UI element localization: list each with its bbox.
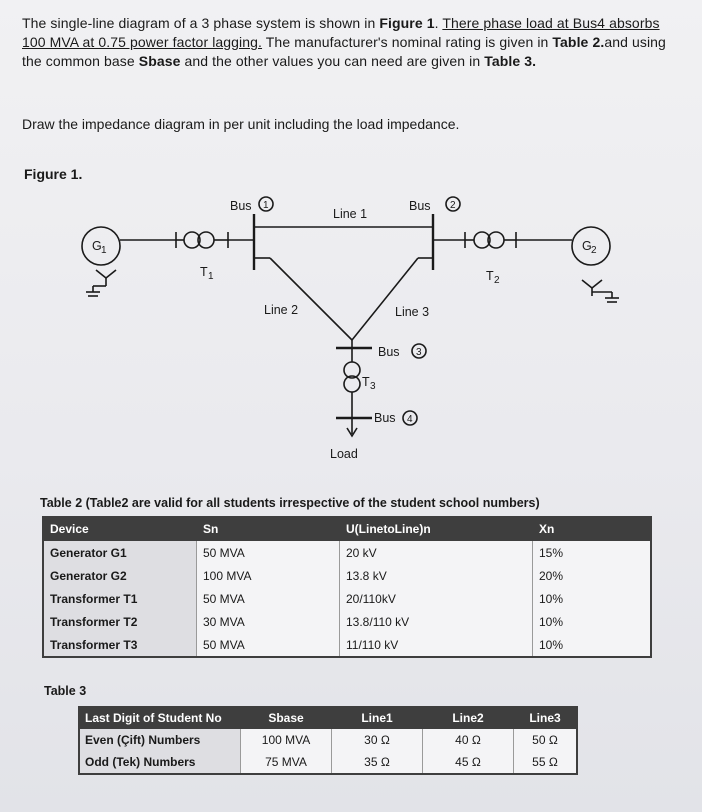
voltage-cell: 11/110 kV	[340, 633, 533, 657]
table2-header-voltage: U(LinetoLine)n	[340, 517, 533, 541]
bus-4-label: Bus	[374, 411, 396, 425]
transformer-t2-label: T	[486, 269, 494, 283]
table-row	[79, 751, 577, 774]
task-statement: Draw the impedance diagram in per unit including the load impedance.	[22, 116, 460, 132]
table3-header-line2: Line2	[423, 707, 514, 729]
bus-1-number: 1	[263, 200, 269, 211]
parity-cell: Odd (Tek) Numbers	[79, 751, 241, 774]
intro-text-3: The manufacturer's nominal rating is given in	[262, 34, 553, 50]
table2-header-row	[43, 517, 651, 541]
table3-header-line1: Line1	[332, 707, 423, 729]
intro-text-4: and using the common base	[22, 34, 666, 69]
generator-g2-subscript: 2	[591, 245, 597, 256]
table3-header-row	[79, 707, 577, 729]
voltage-cell: 20 kV	[340, 541, 533, 565]
table3-header-line3: Line3	[514, 707, 578, 729]
line-2-label: Line 2	[264, 303, 299, 317]
table-row	[43, 633, 651, 657]
sbase-cell: 75 MVA	[241, 751, 332, 774]
bus-1-label: Bus	[230, 199, 252, 213]
xn-cell: 15%	[533, 541, 652, 565]
line3-cell: 55 Ω	[514, 751, 578, 774]
line-3	[352, 258, 418, 340]
line-3-label: Line 3	[395, 305, 430, 319]
figure-reference: Figure 1	[379, 15, 435, 31]
device-cell: Transformer T3	[43, 633, 197, 657]
transformer-t1-subscript: 1	[208, 271, 214, 282]
generator-g2-label: G	[582, 239, 592, 253]
device-cell: Transformer T1	[43, 587, 197, 610]
parity-cell: Even (Çift) Numbers	[79, 729, 241, 752]
table3-reference: Table 3.	[484, 53, 537, 69]
bus-2-label: Bus	[409, 199, 431, 213]
transformer-t1-label: T	[200, 265, 208, 279]
bus-3-number: 3	[416, 347, 422, 358]
bus-4-number: 4	[407, 414, 413, 425]
voltage-cell: 20/110kV	[340, 587, 533, 610]
table3	[78, 706, 578, 775]
device-cell: Generator G2	[43, 564, 197, 587]
table-row	[43, 610, 651, 633]
line1-cell: 35 Ω	[332, 751, 423, 774]
bus-2-number: 2	[450, 200, 456, 211]
transformer-t3-subscript: 3	[370, 381, 376, 392]
sn-cell: 50 MVA	[197, 541, 340, 565]
line3-cell: 50 Ω	[514, 729, 578, 752]
transformer-t3-label: T	[362, 375, 370, 389]
table2-reference: Table 2.	[552, 34, 605, 50]
device-cell: Transformer T2	[43, 610, 197, 633]
sbase-cell: 100 MVA	[241, 729, 332, 752]
table3-caption: Table 3	[44, 684, 87, 698]
table2	[42, 516, 652, 658]
table-row	[43, 564, 651, 587]
line1-cell: 30 Ω	[332, 729, 423, 752]
bus-3-label: Bus	[378, 345, 400, 359]
intro-text-1: The single-line diagram of a 3 phase system is shown in	[22, 15, 380, 31]
sn-cell: 50 MVA	[197, 587, 340, 610]
figure-label: Figure 1.	[24, 166, 83, 182]
table2-caption: Table 2 (Table2 are valid for all students irrespective of the student school numbers)	[40, 496, 540, 510]
generator-g1-subscript: 1	[101, 245, 107, 256]
line-2	[270, 258, 352, 340]
xn-cell: 10%	[533, 587, 652, 610]
table2-header-sn: Sn	[197, 517, 340, 541]
table2-header-device: Device	[43, 517, 197, 541]
table2-header-xn: Xn	[533, 517, 652, 541]
intro-text-2: .	[434, 15, 443, 31]
table-row	[43, 541, 651, 565]
table3-header-digit: Last Digit of Student No	[79, 707, 241, 729]
sn-cell: 30 MVA	[197, 610, 340, 633]
xn-cell: 20%	[533, 564, 652, 587]
load-label: Load	[330, 447, 358, 461]
sbase-reference: Sbase	[138, 53, 181, 69]
intro-text-5: and the other values you can need are given in	[180, 53, 485, 69]
table-row	[43, 587, 651, 610]
table-row	[79, 729, 577, 752]
xn-cell: 10%	[533, 633, 652, 657]
line2-cell: 45 Ω	[423, 751, 514, 774]
load-statement: There phase load at Bus4 absorbs 100 MVA at 0.75 power factor lagging.	[22, 15, 660, 50]
table3-header-sbase: Sbase	[241, 707, 332, 729]
device-cell: Generator G1	[43, 541, 197, 565]
voltage-cell: 13.8 kV	[340, 564, 533, 587]
generator-g1-label: G	[92, 239, 102, 253]
sn-cell: 50 MVA	[197, 633, 340, 657]
line2-cell: 40 Ω	[423, 729, 514, 752]
line-1-label: Line 1	[333, 207, 368, 221]
transformer-t2-subscript: 2	[494, 275, 500, 286]
xn-cell: 10%	[533, 610, 652, 633]
voltage-cell: 13.8/110 kV	[340, 610, 533, 633]
sn-cell: 100 MVA	[197, 564, 340, 587]
